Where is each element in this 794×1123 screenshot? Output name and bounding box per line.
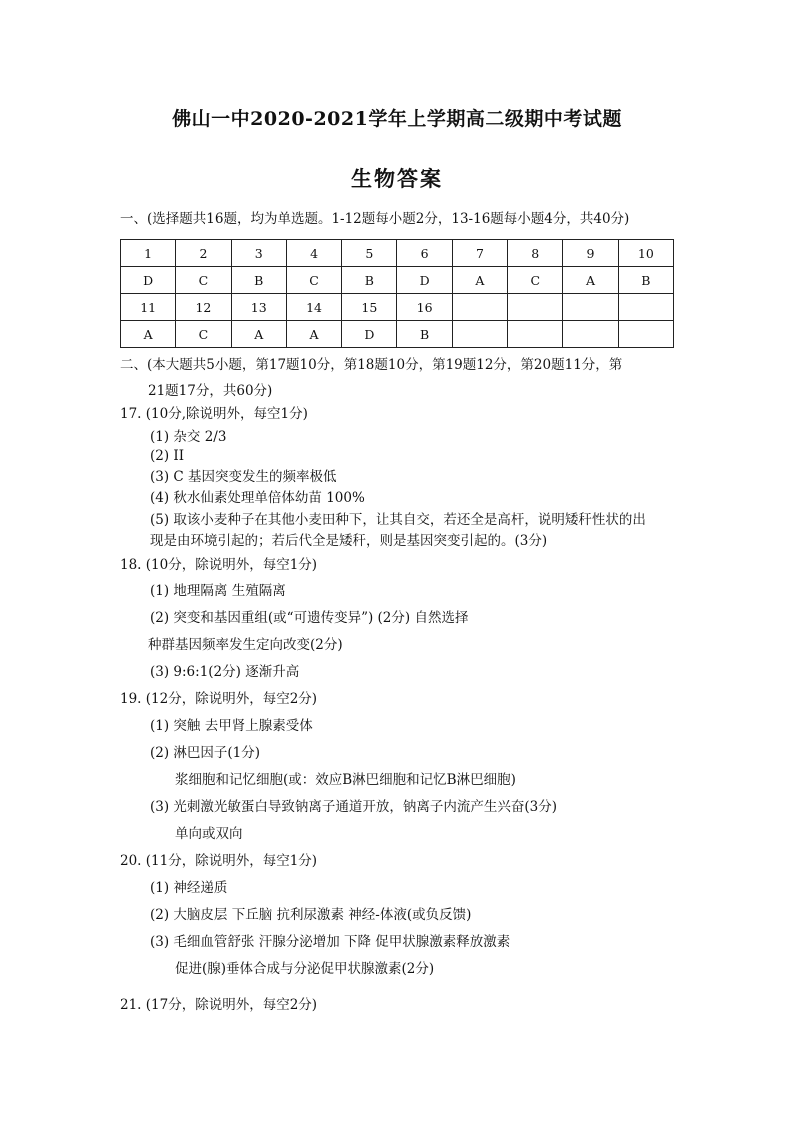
- table-cell: [563, 294, 618, 321]
- table-cell: 15: [342, 294, 397, 321]
- table-cell: D: [397, 267, 452, 294]
- q20-line: (2) 大脑皮层 下丘脑 抗利尿激素 神经-体液(或负反馈): [150, 907, 472, 923]
- q19-line: (2) 淋巴因子(1分): [150, 745, 261, 761]
- q17-line: (5) 取该小麦种子在其他小麦田种下，让其自交，若还全是高杆，说明矮秆性状的出: [150, 512, 646, 528]
- table-row: [121, 321, 674, 348]
- table-cell: B: [231, 267, 286, 294]
- table-cell: [508, 321, 563, 348]
- table-cell: [618, 294, 673, 321]
- table-cell: 1: [121, 240, 176, 267]
- q18-line: (2) 突变和基因重组(或“可遗传变异”) (2分) 自然选择: [150, 610, 469, 626]
- table-cell: 3: [231, 240, 286, 267]
- table-cell: 13: [231, 294, 286, 321]
- table-cell: A: [231, 321, 286, 348]
- q18-line: 种群基因频率发生定向改变(2分): [148, 637, 343, 653]
- table-cell: 16: [397, 294, 452, 321]
- table-cell: 5: [342, 240, 397, 267]
- table-cell: A: [452, 267, 507, 294]
- table-cell: B: [618, 267, 673, 294]
- table-row: [121, 294, 674, 321]
- table-cell: 8: [508, 240, 563, 267]
- q19-header: 19. (12分，除说明外，每空2分): [120, 691, 318, 707]
- table-cell: 9: [563, 240, 618, 267]
- q17-line: (3) C 基因突变发生的频率极低: [150, 469, 337, 485]
- table-cell: A: [563, 267, 618, 294]
- table-cell: 7: [452, 240, 507, 267]
- table-row: [121, 267, 674, 294]
- q17-line: 现是由环境引起的；若后代全是矮秆，则是基因突变引起的。(3分): [150, 533, 548, 549]
- table-cell: A: [121, 321, 176, 348]
- q19-line: (3) 光刺激光敏蛋白导致钠离子通道开放，钠离子内流产生兴奋(3分): [150, 799, 558, 815]
- q19-line: (1) 突触 去甲肾上腺素受体: [150, 718, 313, 734]
- table-cell: A: [286, 321, 341, 348]
- q17-line: (1) 杂交 2/3: [150, 429, 227, 445]
- table-cell: [452, 294, 507, 321]
- q17-line: (4) 秋水仙素处理单倍体幼苗 100%: [150, 490, 365, 506]
- page-title: 佛山一中2020-2021学年上学期高二级期中考试题: [172, 108, 622, 130]
- table-cell: C: [508, 267, 563, 294]
- q19-line: 浆细胞和记忆细胞(或：效应B淋巴细胞和记忆B淋巴细胞): [175, 772, 516, 788]
- table-cell: [618, 321, 673, 348]
- table-cell: D: [121, 267, 176, 294]
- table-cell: [563, 321, 618, 348]
- table-cell: 12: [176, 294, 231, 321]
- part1-heading: 一、(选择题共16题，均为单选题。1-12题每小题2分，13-16题每小题4分，共40分): [120, 211, 630, 227]
- q20-line: (1) 神经递质: [150, 880, 228, 896]
- table-cell: B: [342, 267, 397, 294]
- table-cell: 10: [618, 240, 673, 267]
- q20-line: 促进(腺)垂体合成与分泌促甲状腺激素(2分): [175, 961, 435, 977]
- q19-line: 单向或双向: [175, 826, 243, 842]
- table-cell: B: [397, 321, 452, 348]
- table-cell: 11: [121, 294, 176, 321]
- table-cell: 2: [176, 240, 231, 267]
- table-cell: 4: [286, 240, 341, 267]
- table-cell: D: [342, 321, 397, 348]
- q18-header: 18. (10分，除说明外，每空1分): [120, 557, 318, 573]
- part2-heading-cont: 21题17分，共60分): [148, 383, 273, 399]
- table-cell: C: [176, 321, 231, 348]
- table-row: [121, 240, 674, 267]
- table-cell: C: [176, 267, 231, 294]
- answer-table: [120, 239, 674, 348]
- table-cell: [508, 294, 563, 321]
- q20-line: (3) 毛细血管舒张 汗腺分泌增加 下降 促甲状腺激素释放激素: [150, 934, 511, 950]
- table-cell: 14: [286, 294, 341, 321]
- q18-line: (3) 9:6:1(2分) 逐渐升高: [150, 664, 300, 680]
- table-cell: [452, 321, 507, 348]
- q20-header: 20. (11分，除说明外，每空1分): [120, 853, 318, 869]
- table-cell: C: [286, 267, 341, 294]
- part2-heading: 二、(本大题共5小题，第17题10分，第18题10分，第19题12分，第20题11分，第: [120, 357, 623, 373]
- page-subtitle: 生物答案: [351, 166, 443, 191]
- q17-line: (2) II: [150, 448, 185, 464]
- table-cell: 6: [397, 240, 452, 267]
- q17-header: 17. (10分,除说明外，每空1分): [120, 406, 308, 422]
- q18-line: (1) 地理隔离 生殖隔离: [150, 583, 286, 599]
- q21-header: 21. (17分，除说明外，每空2分): [120, 997, 318, 1013]
